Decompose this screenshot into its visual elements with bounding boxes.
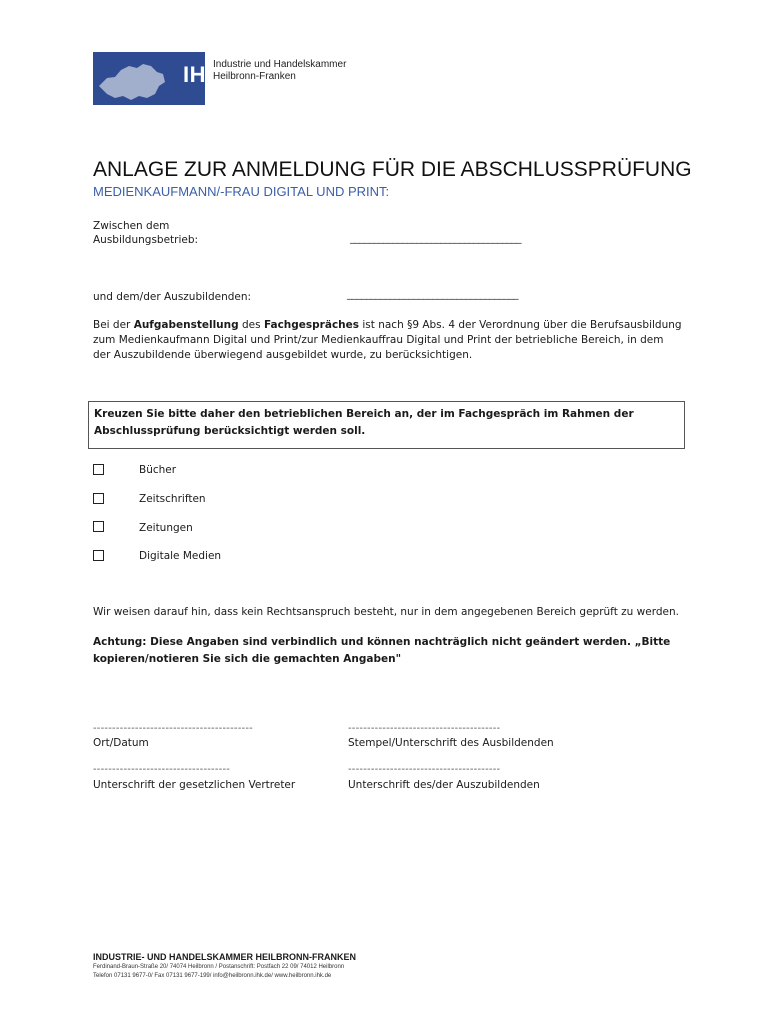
azubi-input-line[interactable]: ____________________________________ (347, 288, 518, 300)
footer-address: Ferdinand-Braun-Straße 20/ 74074 Heilbronn / Postanschrift: Postfach 22 09/ 74012 Heilbronn (93, 964, 345, 970)
label-stempel: Stempel/Unterschrift des Ausbildenden (348, 737, 554, 749)
option-label-digitale-medien: Digitale Medien (139, 550, 222, 562)
option-label-zeitungen: Zeitungen (139, 522, 193, 534)
option-label-buecher: Bücher (139, 464, 177, 476)
notice-text: Wir weisen darauf hin, dass kein Rechtsanspruch besteht, nur in dem angegebenen Bereich geprüft zu werden. (93, 606, 679, 618)
azubi-label: und dem/der Auszubildenden: (93, 291, 252, 303)
instruction-box: Kreuzen Sie bitte daher den betrieblichen Bereich an, der im Fachgespräch im Rahmen der Abschlussprüfung berücksichtigt werden soll. (88, 401, 685, 449)
logo-text: IHK (183, 62, 223, 87)
signature-line-stempel[interactable]: ---------------------------------------- (348, 723, 501, 734)
label-vertreter: Unterschrift der gesetzlichen Vertreter (93, 779, 296, 791)
checkbox-zeitschriften[interactable] (93, 493, 104, 504)
signature-line-azubi[interactable]: ---------------------------------------- (348, 764, 501, 775)
label-ort-datum: Ort/Datum (93, 737, 149, 749)
signature-line-ort[interactable]: ------------------------------------------ (93, 723, 253, 734)
footer-title: INDUSTRIE- UND HANDELSKAMMER HEILBRONN-FRANKEN (93, 952, 356, 962)
checkbox-buecher[interactable] (93, 464, 104, 475)
intro-paragraph: Bei der Aufgabenstellung des Fachgespräches ist nach §9 Abs. 4 der Verordnung über die Berufsausbildung zum Medienkaufmann Digital und Print/zur Medienkauffrau Digital und Print der betriebliche Bereich, in dem der Auszubildende überwiegend ausgebildet wurde, zu berücksichtigen. (93, 319, 682, 361)
footer-contact: Telefon 07131 9677-0/ Fax 07131 9677-199/ info@heilbronn.ihk.de/ www.heilbronn.ihk.de (93, 973, 332, 979)
checkbox-zeitungen[interactable] (93, 521, 104, 532)
warning-text: Achtung: Diese Angaben sind verbindlich und können nachträglich nicht geändert werden. „Bitte kopieren/notieren Sie sich die gemachten Angaben" (93, 636, 671, 665)
organization-name: Industrie und Handelskammer Heilbronn-Franken (213, 59, 347, 82)
page-title: ANLAGE ZUR ANMELDUNG FÜR DIE ABSCHLUSSPRÜFUNG (93, 158, 692, 181)
label-azubi-signature: Unterschrift des/der Auszubildenden (348, 779, 540, 791)
betrieb-label: Zwischen dem Ausbildungsbetrieb: (93, 220, 199, 246)
ihk-logo (93, 52, 223, 105)
checkbox-digitale-medien[interactable] (93, 550, 104, 561)
signature-line-vertreter[interactable]: ------------------------------------ (93, 764, 231, 775)
option-label-zeitschriften: Zeitschriften (139, 493, 206, 505)
betrieb-input-line[interactable]: ____________________________________ (350, 232, 521, 244)
page-subtitle: MEDIENKAUFMANN/-FRAU DIGITAL UND PRINT: (93, 184, 390, 199)
